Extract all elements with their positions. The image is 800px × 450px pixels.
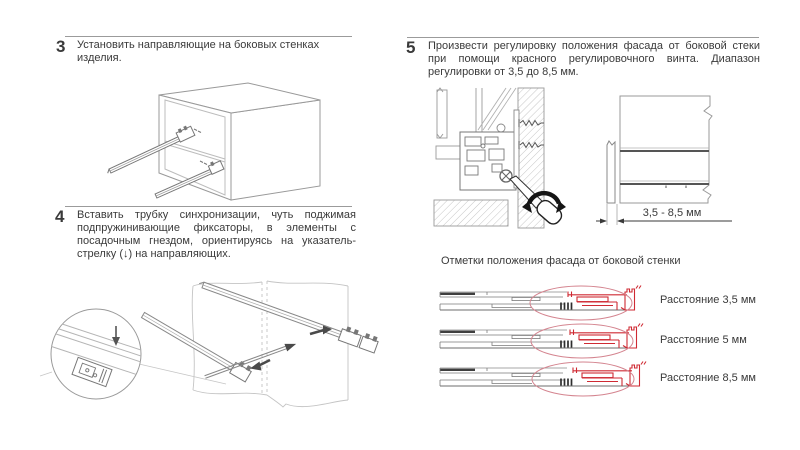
dimension-line xyxy=(596,204,732,225)
facade-position-drawing-3-5mm xyxy=(437,284,657,322)
highlight-ellipse xyxy=(532,362,634,396)
adjustment-cross-section-drawing xyxy=(432,88,614,234)
adjustment-screw-icon xyxy=(500,170,512,182)
facade-position-drawing-8-5mm xyxy=(437,360,657,398)
marks-section-title: Отметки положения фасада от боковой стенки xyxy=(441,255,681,267)
facade-panel-section xyxy=(437,88,447,138)
arrow-left-icon xyxy=(250,362,262,371)
step-4-text: Вставить трубку синхронизации, чуть поджимая подпружинивающие фиксаторы, в элементы с посадочным гнездом, ориентируясь на указатель-стрелку (↓) на направляющих. xyxy=(77,209,356,260)
highlight-ellipse xyxy=(531,324,633,358)
facade-profile-red xyxy=(573,362,646,387)
facade-position-drawing-5mm xyxy=(437,322,657,360)
distance-label-3-5mm: Расстояние 3,5 мм xyxy=(660,294,756,306)
side-panel-right xyxy=(267,281,348,407)
step-3-divider xyxy=(65,36,352,37)
step-3-number: 3 xyxy=(56,37,66,56)
slide-rail-upper-icon xyxy=(197,274,379,353)
step-5-number: 5 xyxy=(406,38,416,57)
adjustment-range-label: 3,5 - 8,5 мм xyxy=(642,207,702,219)
tube-arrow-icon xyxy=(284,340,297,351)
cabinet-isometric-drawing xyxy=(108,74,333,214)
step-3-text: Установить направляющие на боковых стенках изделия. xyxy=(77,39,320,64)
step-4-divider xyxy=(65,206,352,207)
sync-tube-installation-drawing xyxy=(40,274,388,436)
hatched-floor xyxy=(434,200,508,226)
facade-bar-top-view xyxy=(607,141,615,203)
distance-label-8-5mm: Расстояние 8,5 мм xyxy=(660,372,756,384)
magnifier-detail-circle xyxy=(50,309,141,399)
distance-label-5mm: Расстояние 5 мм xyxy=(660,334,747,346)
step-5-text: Произвести регулировку положения фасада от боковой стеки при помощи красного регулировочного винта. Диапазон регулировки от 3,5 до 8,5 мм. xyxy=(428,40,760,78)
step-5-divider xyxy=(407,37,759,38)
facade-gap-top-view-drawing xyxy=(596,88,766,233)
slide-rail-lower-icon xyxy=(140,306,253,382)
step-4-number: 4 xyxy=(55,207,65,226)
